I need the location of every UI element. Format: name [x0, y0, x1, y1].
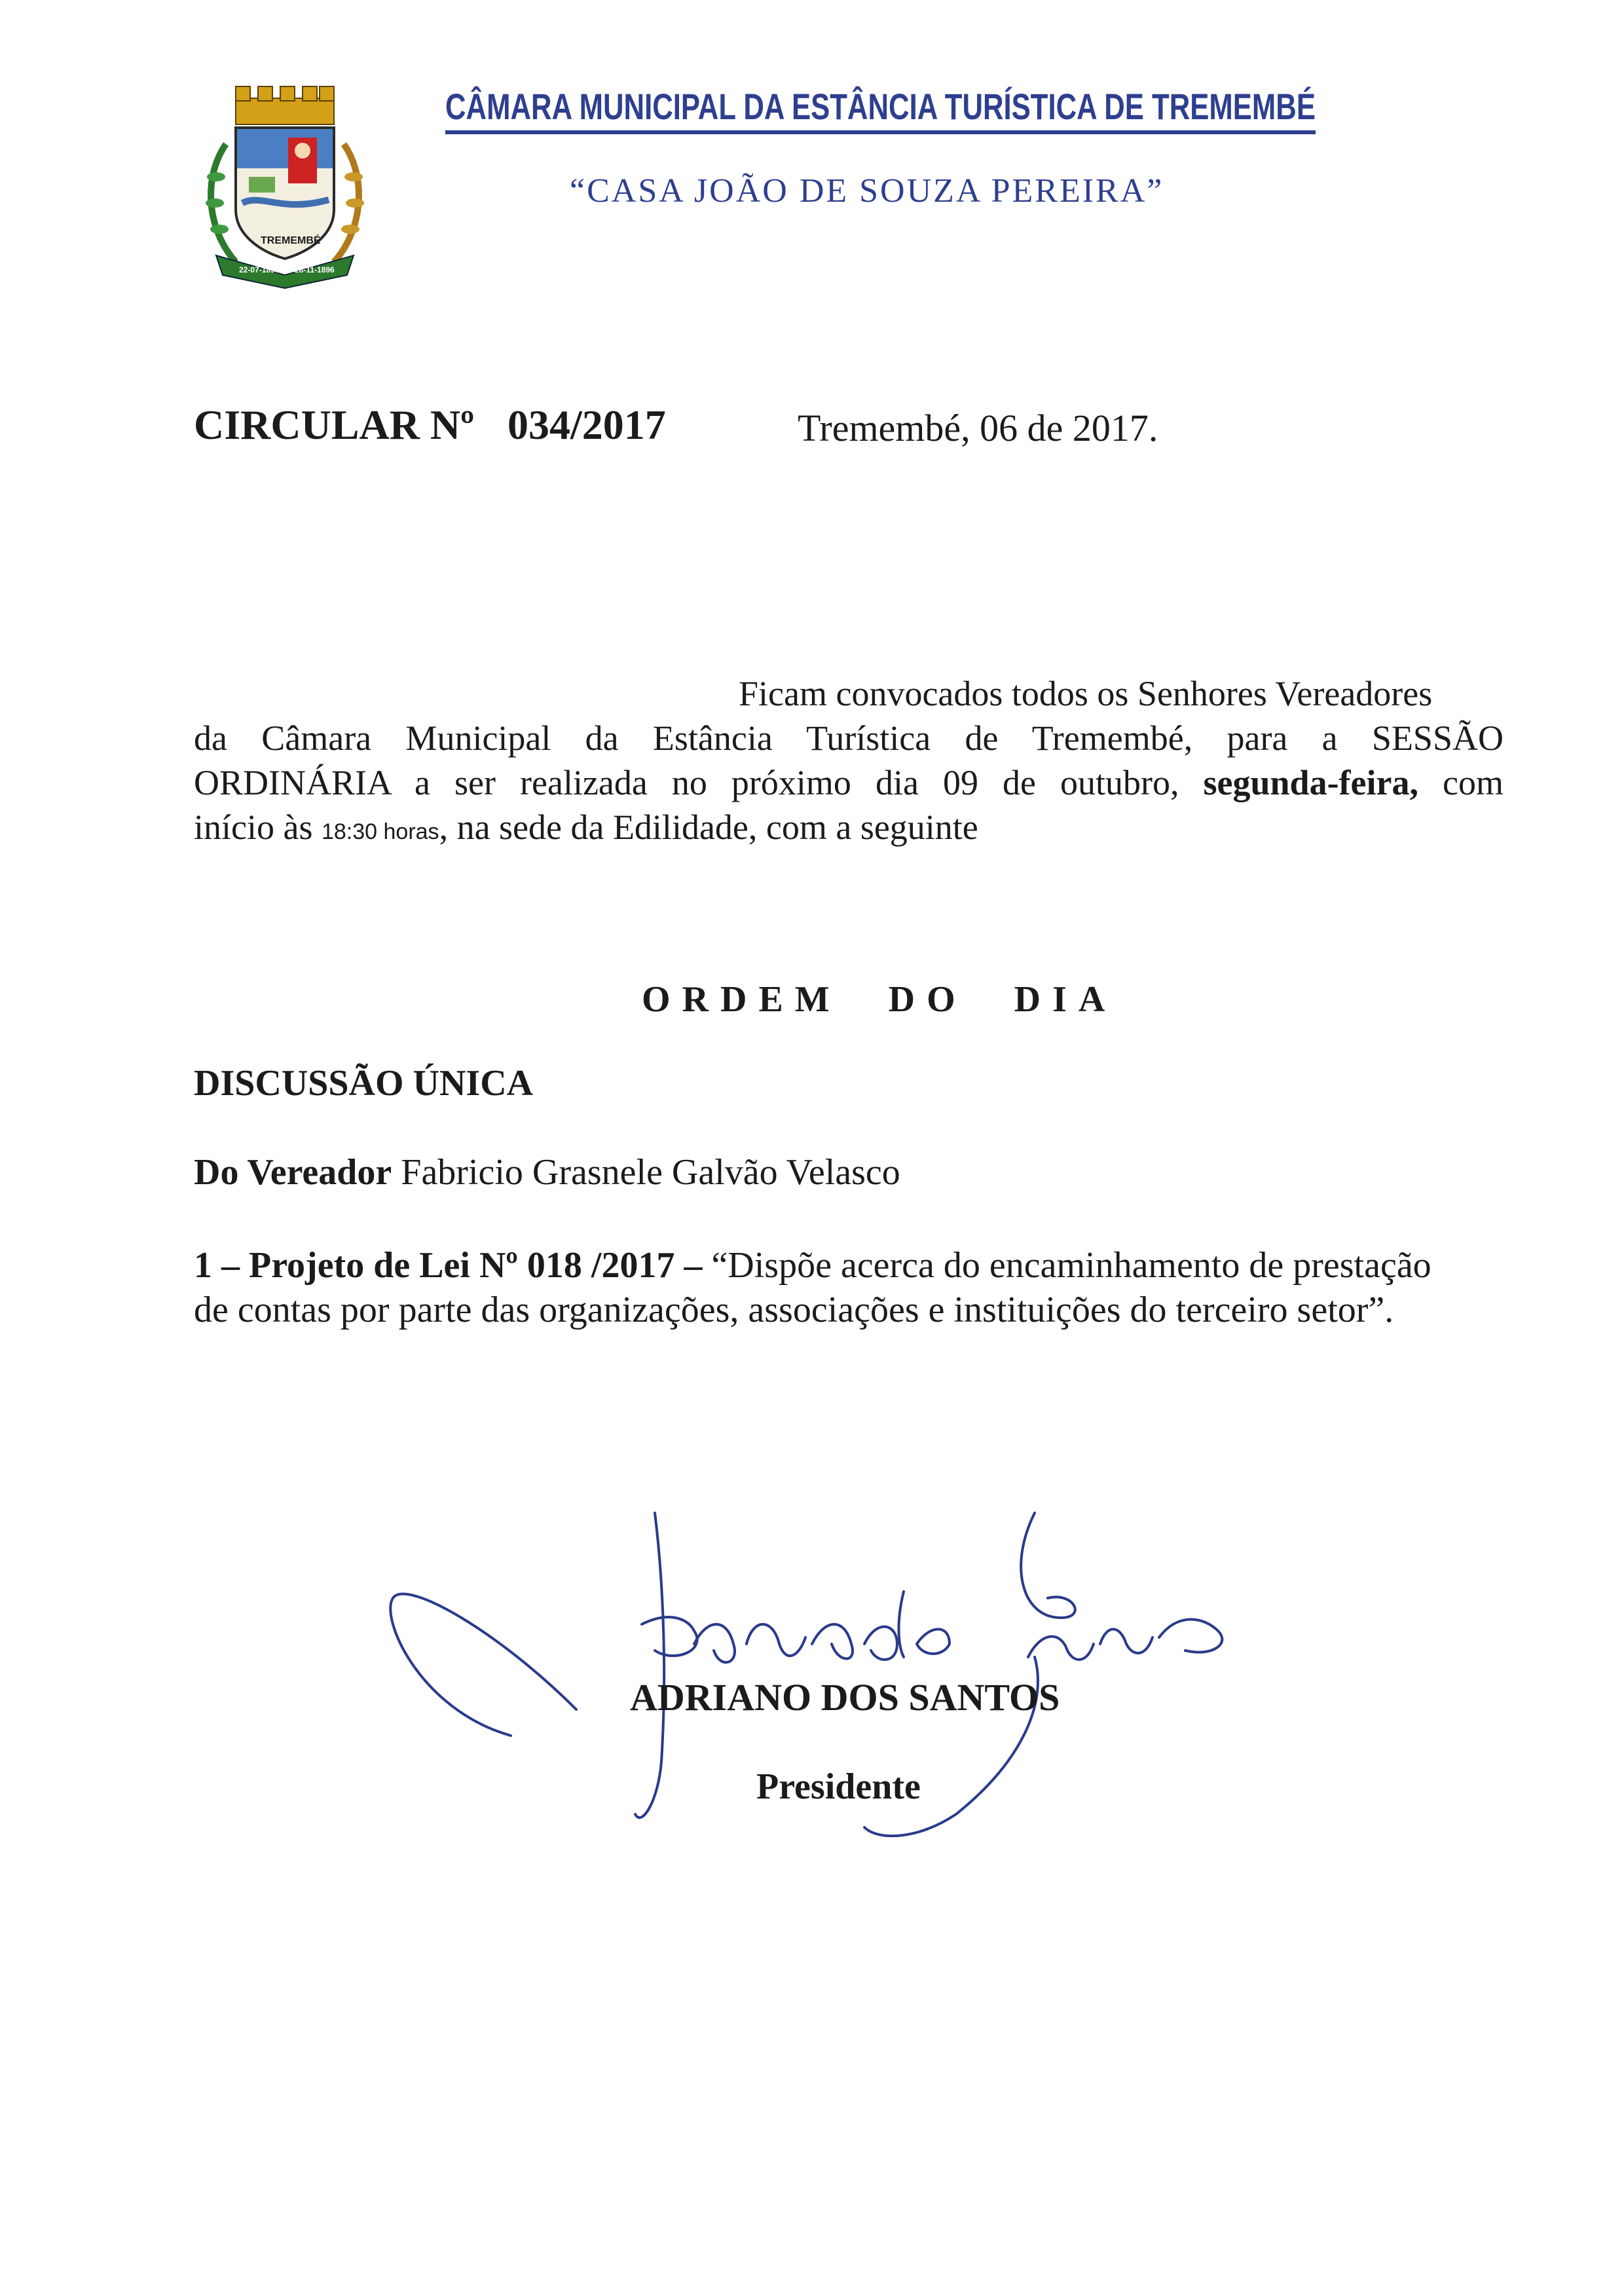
coat-banner: TREMEMBÉ [261, 235, 321, 246]
agenda-author-label: Do Vereador [194, 1152, 392, 1193]
body-time: 18:30 horas [321, 819, 439, 844]
coat-of-arms-icon [190, 79, 380, 295]
agenda-author-name: Fabricio Grasnele Galvão Velasco [401, 1152, 900, 1193]
chamber-subtitle: “CASA JOÃO DE SOUZA PEREIRA” [570, 172, 1164, 210]
body-line-3a: ORDINÁRIA a ser realizada no próximo dia 09 de outubro, [194, 763, 1179, 802]
body-line-4 [194, 807, 978, 848]
body-weekday: segunda-feira, [1203, 763, 1418, 802]
agenda-author [194, 1151, 900, 1193]
agenda-item-text-1: “Dispõe acerca do encaminhamento de prestação [711, 1245, 1431, 1286]
body-line-3 [194, 762, 1504, 803]
body-line-1: Ficam convocados todos os Senhores Vereadores [739, 674, 1433, 713]
agenda-item-line-1 [194, 1244, 1431, 1286]
circular-number: 034/2017 [507, 401, 666, 448]
circular-label: CIRCULAR Nº [194, 401, 475, 448]
agenda-section: DISCUSSÃO ÚNICA [194, 1063, 534, 1104]
agenda-heading: ORDEM DO DIA [642, 979, 1117, 1020]
coat-right-date: 28-11-1896 [295, 265, 335, 274]
body-line-4b: , na sede da Edilidade, com a seguinte [439, 808, 978, 847]
agenda-item-label: 1 – Projeto de Lei Nº 018 /2017 – [194, 1245, 703, 1286]
coat-left-date: 22-07-1896 [239, 265, 280, 274]
chamber-title: CÂMARA MUNICIPAL DA ESTÂNCIA TURÍSTICA DE TREMEMBÉ [445, 85, 1316, 134]
body-line-2: da Câmara Municipal da Estância Turística de Tremembé, para a SESSÃO [194, 718, 1504, 758]
signatory-name: ADRIANO DOS SANTOS [630, 1676, 1060, 1719]
agenda-item-text-2: de contas por parte das organizações, associações e instituições do terceiro setor”. [194, 1290, 1394, 1330]
body-line-4a: início às [194, 808, 313, 847]
signatory-role: Presidente [756, 1766, 921, 1807]
circular-date: Tremembé, 06 de 2017. [798, 407, 1158, 449]
body-line-3c: com [1443, 763, 1504, 802]
